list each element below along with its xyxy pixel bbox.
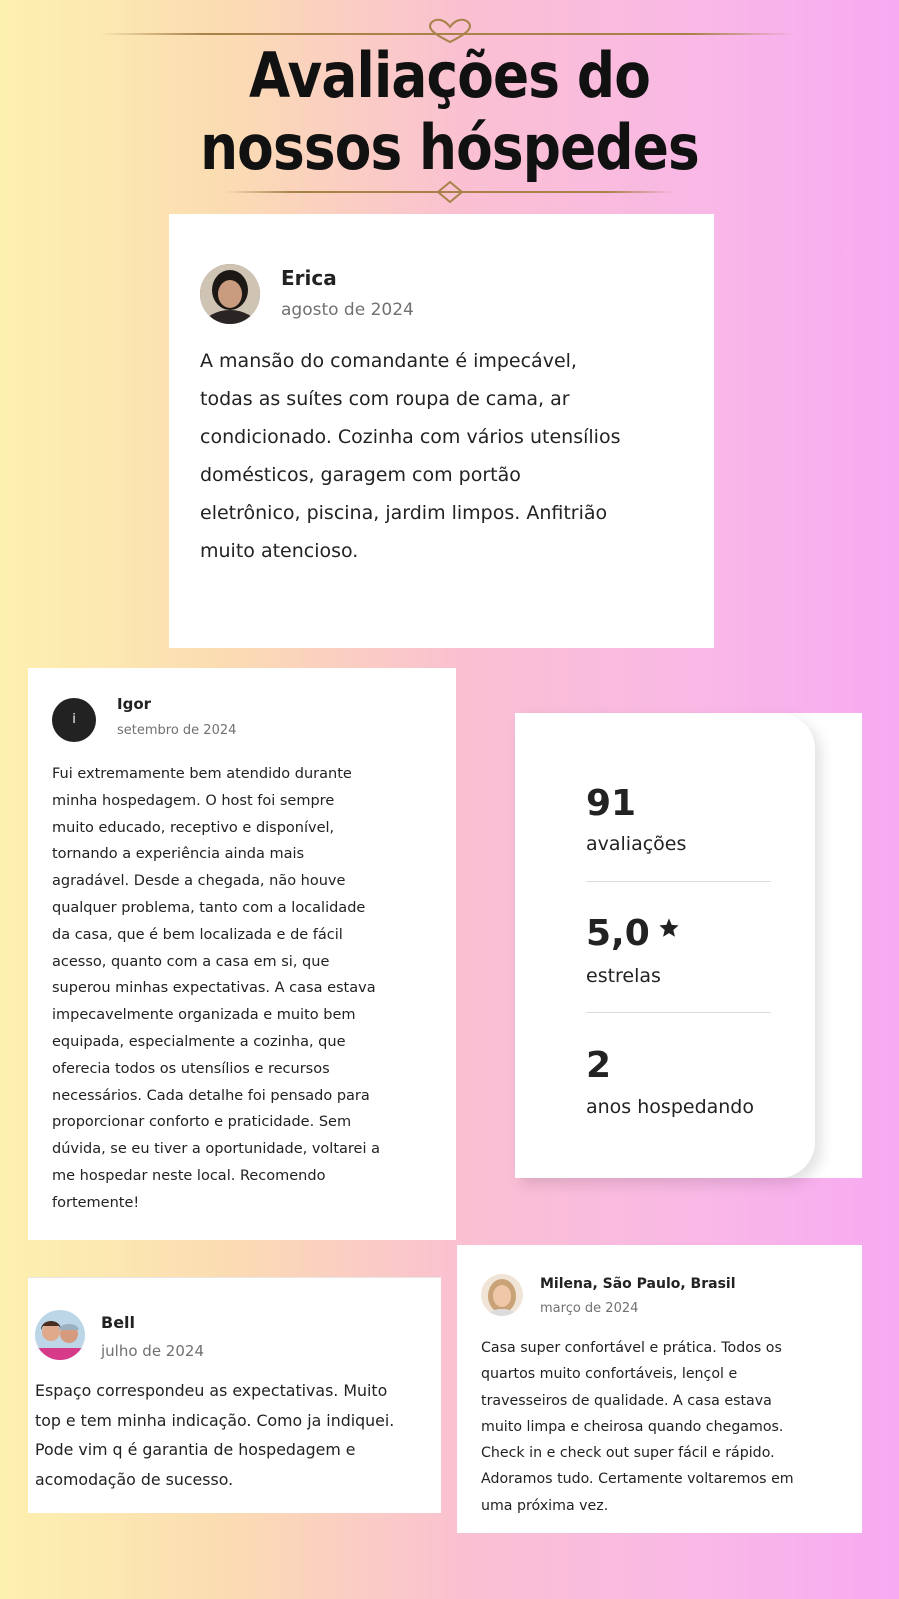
years-label: anos hospedando	[586, 1096, 754, 1118]
person-photo-icon	[481, 1274, 523, 1316]
review-line: minha hospedagem. O host foi sempre	[52, 792, 335, 809]
review-line: equipada, especialmente a cozinha, que	[52, 1033, 346, 1050]
review-line: quartos muito confortáveis, lençol e	[481, 1366, 738, 1383]
review-line: superou minhas expectativas. A casa estava	[52, 980, 376, 997]
couple-photo-icon	[35, 1310, 85, 1360]
rating-label: estrelas	[586, 965, 661, 987]
host-stats-card	[515, 713, 862, 1178]
review-text	[481, 1335, 861, 1519]
review-line: travesseiros de qualidade. A casa estava	[481, 1392, 772, 1409]
reviewer-name: Erica	[281, 266, 337, 290]
stats-divider	[586, 1012, 771, 1013]
page-title	[63, 40, 836, 184]
review-line: qualquer problema, tanto com a localidade	[52, 899, 366, 916]
rating-number: 5,0	[586, 913, 650, 954]
review-line: eletrônico, piscina, jardim limpos. Anfitrião	[200, 502, 608, 524]
review-card-bell	[28, 1277, 441, 1513]
review-text	[52, 761, 452, 1217]
review-line: dúvida, se eu tiver a oportunidade, voltarei a	[52, 1141, 380, 1158]
reviews-count: 91	[586, 783, 637, 824]
rating-value	[586, 913, 680, 954]
review-date: setembro de 2024	[117, 723, 237, 738]
page-title-line-1: Avaliações do	[249, 39, 650, 112]
review-line: A mansão do comandante é impecável,	[200, 350, 577, 372]
review-line: muito limpa e cheirosa quando chegamos.	[481, 1418, 784, 1435]
review-line: Adoramos tudo. Certamente voltaremos em	[481, 1471, 794, 1488]
review-line: muito educado, receptivo e disponível,	[52, 819, 335, 836]
review-line: tornando a experiência ainda mais	[52, 846, 305, 863]
years-count: 2	[586, 1045, 612, 1086]
review-line: necessários. Cada detalhe foi pensado para	[52, 1087, 370, 1104]
review-line: oferecia todos os utensílios e recursos	[52, 1060, 330, 1077]
review-line: acomodação de sucesso.	[35, 1469, 234, 1489]
review-line: domésticos, garagem com portão	[200, 464, 521, 486]
review-line: impecavelmente organizada e muito bem	[52, 1007, 356, 1024]
review-date: julho de 2024	[101, 1342, 204, 1360]
star-icon	[658, 917, 680, 939]
person-photo-icon	[200, 264, 260, 324]
review-line: acesso, quanto com a casa em si, que	[52, 953, 330, 970]
avatar-initial: i	[72, 712, 76, 727]
reviewer-name: Igor	[117, 695, 152, 713]
review-text	[200, 342, 705, 570]
reviews-label: avaliações	[586, 833, 687, 855]
review-line: todas as suítes com roupa de cama, ar	[200, 388, 570, 410]
review-line: muito atencioso.	[200, 540, 359, 562]
review-line: condicionado. Cozinha com vários utensílios	[200, 426, 621, 448]
review-line: fortemente!	[52, 1194, 140, 1211]
avatar	[35, 1310, 85, 1360]
diamond-ornament-icon	[426, 180, 474, 206]
review-line: uma próxima vez.	[481, 1497, 609, 1514]
review-line: me hospedar neste local. Recomendo	[52, 1167, 326, 1184]
review-line: Pode vim q é garantia de hospedagem e	[35, 1440, 356, 1459]
avatar	[481, 1274, 523, 1316]
avatar	[52, 698, 96, 742]
review-line: Espaço correspondeu as expectativas. Muito	[35, 1381, 388, 1400]
reviewer-name: Milena, São Paulo, Brasil	[540, 1276, 736, 1292]
review-date: agosto de 2024	[281, 300, 414, 320]
review-card-erica	[169, 214, 714, 648]
review-line: agradável. Desde a chegada, não houve	[52, 873, 346, 890]
review-date: março de 2024	[540, 1301, 639, 1316]
card-top-divider	[28, 1277, 441, 1278]
reviewer-name: Bell	[101, 1313, 136, 1332]
review-card-igor	[28, 668, 456, 1240]
review-card-milena	[457, 1245, 862, 1533]
review-line: Casa super confortável e prática. Todos os	[481, 1340, 782, 1356]
review-line: top e tem minha indicação. Como ja indiquei.	[35, 1410, 395, 1430]
avatar	[200, 264, 260, 324]
review-line: da casa, que é bem localizada e de fácil	[52, 926, 343, 943]
review-line: proporcionar conforto e praticidade. Sem	[52, 1114, 352, 1131]
page-title-line-2: nossos hóspedes	[200, 111, 699, 184]
review-line: Check in e check out super fácil e rápido.	[481, 1445, 775, 1462]
stats-divider	[586, 881, 771, 882]
review-text	[35, 1376, 439, 1494]
review-line: Fui extremamente bem atendido durante	[52, 766, 352, 782]
